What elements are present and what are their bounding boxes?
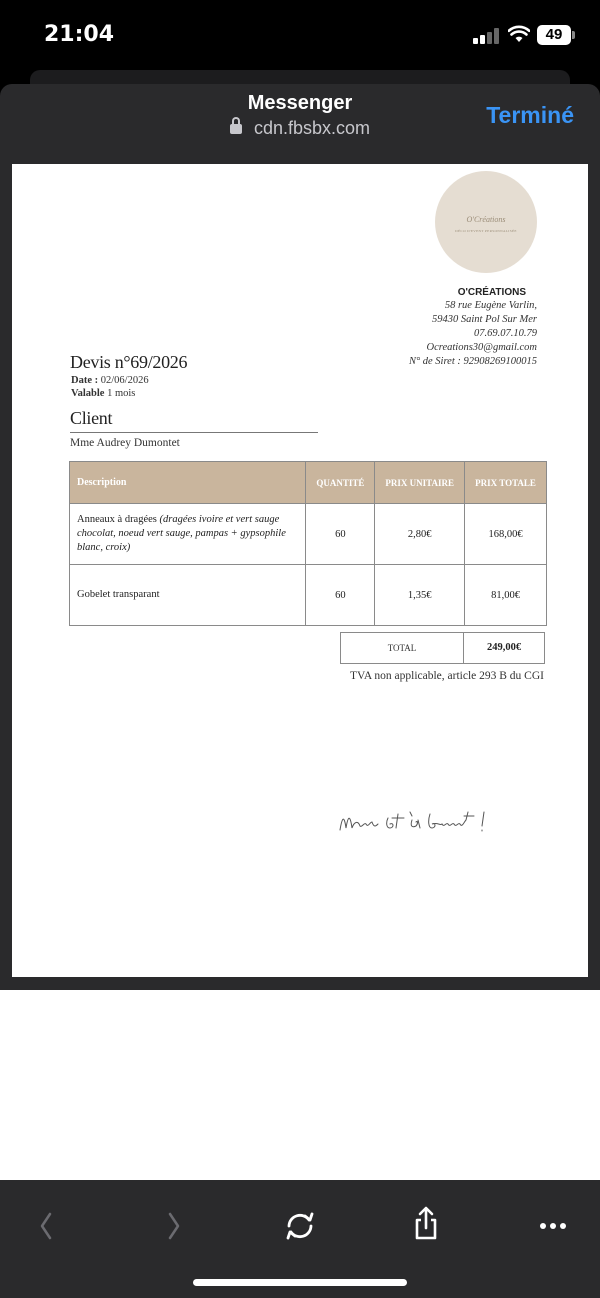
header-quantity: QUANTITÉ (306, 462, 375, 504)
share-icon[interactable] (404, 1198, 448, 1242)
item-name: Anneaux à dragées (77, 514, 157, 525)
home-indicator (193, 1279, 407, 1286)
cellular-signal-icon (473, 28, 501, 44)
url-text: cdn.fbsbx.com (253, 118, 371, 138)
quote-validity (71, 388, 135, 399)
row-unit-price: 1,35€ (375, 565, 465, 626)
quote-title: Devis n°69/2026 (70, 352, 188, 372)
table-header-row (70, 462, 547, 504)
viewer-empty-area (0, 990, 600, 1180)
status-bar (0, 0, 600, 70)
date-value: 02/06/2026 (100, 375, 149, 386)
status-time: 21:04 (44, 22, 115, 47)
logo-text: O'Créations (466, 215, 506, 224)
more-icon[interactable] (531, 1198, 575, 1242)
header-title: Messenger (247, 92, 353, 114)
item-detail: (dragées ivoire et vert sauge chocolat, noeud vert sauge, pampas + gypsophile blanc, croix) (77, 514, 286, 553)
validity-label: Valable (71, 388, 105, 399)
validity-value: 1 mois (107, 388, 136, 399)
row-description (70, 504, 306, 565)
client-divider (70, 432, 318, 433)
quote-document (12, 164, 588, 977)
total-box (340, 632, 545, 664)
date-label: Date : (71, 375, 99, 386)
header-unit-price: PRIX UNITAIRE (375, 462, 465, 504)
quote-date (71, 375, 149, 386)
items-table (69, 461, 547, 626)
item-name: Gobelet transparant (77, 589, 160, 600)
battery-icon: 49 (537, 25, 571, 45)
battery-tip (572, 31, 575, 39)
client-heading: Client (70, 408, 113, 428)
handwritten-signature (338, 810, 508, 836)
done-button[interactable]: Terminé (486, 102, 574, 128)
client-name: Mme Audrey Dumontet (70, 437, 180, 449)
logo-subtext: DÉCO D'EVENT PERSONNALISÉE (455, 229, 517, 233)
lock-icon (230, 124, 242, 134)
company-phone: 07.69.07.10.79 (474, 328, 537, 339)
table-row (70, 504, 547, 565)
row-quantity: 60 (306, 504, 375, 565)
row-total: 81,00€ (465, 565, 547, 626)
chevron-left-icon[interactable] (24, 1198, 68, 1242)
company-address-2: 59430 Saint Pol Sur Mer (432, 314, 537, 325)
row-unit-price: 2,80€ (375, 504, 465, 565)
total-value: 249,00€ (486, 642, 522, 653)
row-quantity: 60 (306, 565, 375, 626)
company-name: O'CRÉATIONS (457, 287, 526, 298)
company-logo (435, 171, 537, 273)
header-description: Description (70, 462, 306, 504)
row-description (70, 565, 306, 626)
company-siret: N° de Siret : 92908269100015 (408, 356, 537, 367)
company-address-1: 58 rue Eugène Varlin, (444, 300, 537, 311)
chevron-right-icon[interactable] (152, 1198, 196, 1242)
company-email: Ocreations30@gmail.com (426, 342, 537, 353)
reload-icon[interactable] (278, 1198, 322, 1242)
wifi-icon (508, 25, 530, 43)
header-total: PRIX TOTALE (465, 462, 547, 504)
table-row (70, 565, 547, 626)
tva-note: TVA non applicable, article 293 B du CGI (350, 670, 544, 682)
total-label: TOTAL (341, 633, 464, 663)
row-total: 168,00€ (465, 504, 547, 565)
